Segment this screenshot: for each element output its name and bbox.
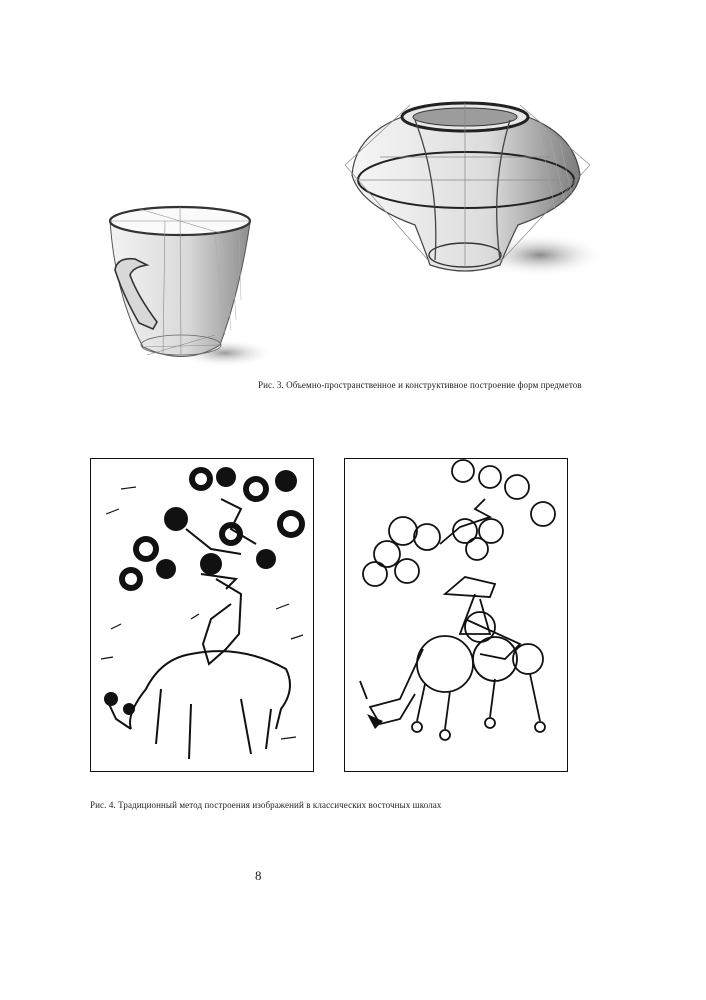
cup-sketch [95,195,275,385]
figure3-caption: Рис. 3. Объемно-пространственное и конструктивное построение форм предметов [258,380,582,390]
horse [109,651,290,759]
traditional-drawing-panel [90,458,314,772]
geometric-construction-panel [344,458,568,772]
blossom-circles [363,460,555,586]
horse-body-circle [417,636,473,692]
geometric-horse-drawing [345,459,566,770]
pot-sketch [340,95,610,290]
figure4-caption: Рис. 4. Традиционный метод построения изображений в классических восточных школах [90,800,442,810]
foliage-clusters [104,467,305,715]
page-number: 8 [255,868,262,883]
rider-geometric [445,577,495,597]
rider-on-horse-drawing [91,459,312,770]
